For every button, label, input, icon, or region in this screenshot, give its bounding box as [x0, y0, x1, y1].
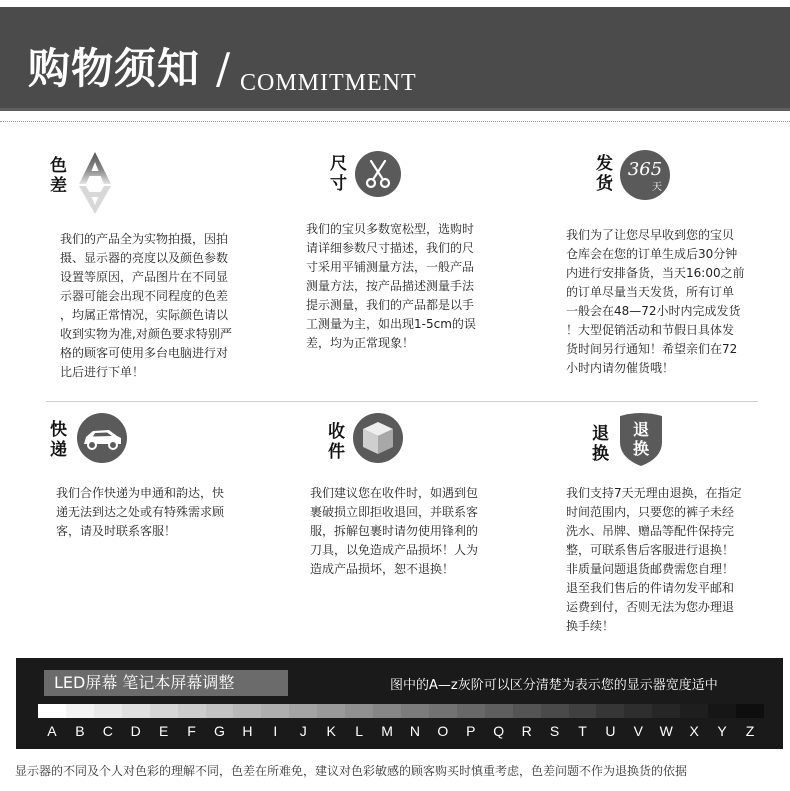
grayscale-letter: B [75, 723, 85, 739]
delivery-car-icon [76, 412, 128, 464]
footer-disclaimer: 显示器的不同及个人对色彩的理解不同，色差在所难免，建议对色彩敏感的顾客购买时慎重考虑，色差问题不作为退换货的依据 [15, 764, 688, 778]
text-line: 设置等原因，产品图片在不同显 [60, 270, 229, 284]
grayscale-swatch [541, 704, 569, 718]
grayscale-letter: I [273, 723, 278, 739]
grayscale-swatch [569, 704, 597, 718]
grayscale-swatch [261, 704, 289, 718]
grayscale-swatch [345, 704, 373, 718]
header-band [0, 7, 790, 111]
grayscale-letter: P [466, 723, 476, 739]
grayscale-swatch [680, 704, 708, 718]
grayscale-swatch [206, 704, 234, 718]
text-line: 造成产品损坏，恕不退换！ [310, 562, 455, 576]
text-line: 退至我们售后的件请勿发平邮和 [566, 581, 735, 595]
grayscale-swatch [233, 704, 261, 718]
panel-label: 退换 [592, 424, 609, 464]
text-line: 我们建议您在收件时，如遇到包 [310, 486, 479, 500]
text-line: 摄、显示器的亮度以及颜色参数 [60, 251, 229, 265]
text-line: 整，可联系售后客服进行退换！ [566, 543, 735, 557]
grayscale-swatch [624, 704, 652, 718]
grayscale-swatch [429, 704, 457, 718]
text-line: 我们的产品全为实物拍摄，因拍 [60, 232, 229, 246]
text-line: 的订单尽量当天发货，所有订单 [566, 285, 735, 299]
led-description: 图中的A—z灰阶可以区分清楚为表示您的显示器宽度适中 [390, 678, 718, 693]
text-line: 递无法到达之处或有特殊需求顾 [56, 505, 225, 519]
panel-label: 收件 [328, 422, 345, 462]
text-line: 我们的宝贝多数宽松型，选购时 [306, 222, 475, 236]
text-line: 货时间另行通知！希望亲们在72 [566, 342, 738, 356]
grayscale-letters [38, 721, 764, 741]
grayscale-swatch [401, 704, 429, 718]
grayscale-letter: L [355, 723, 363, 739]
panel-text [60, 230, 270, 382]
section-divider [46, 401, 758, 402]
panel-text [310, 484, 520, 579]
led-title: LED屏幕 笔记本屏幕调整 [44, 670, 288, 696]
text-line: 裹破损立即拒收退回，并联系客 [310, 505, 479, 519]
text-line: 时间范围内，只要您的裤子未经 [566, 505, 735, 519]
scissors-icon [354, 150, 402, 198]
header-stripe [0, 108, 790, 111]
text-line: 洗水、吊牌、赠品等配件保持完 [566, 524, 735, 538]
text-line: 换手续！ [566, 619, 615, 633]
grayscale-swatch [708, 704, 736, 718]
grayscale-swatch [94, 704, 122, 718]
grayscale-letter: S [549, 723, 560, 739]
icon-return-text: 退换 [632, 420, 649, 458]
page-title: 购物须知 [28, 44, 201, 93]
grayscale-letter: O [437, 723, 449, 739]
panel-text [56, 484, 266, 541]
panel-returns [560, 412, 790, 642]
letter-a-gradient-icon [78, 150, 112, 216]
grayscale-swatch [485, 704, 513, 718]
grayscale-swatch [736, 704, 764, 718]
text-line: 小时内请勿催货哦！ [566, 361, 675, 375]
page-subtitle: COMMITMENT [240, 70, 417, 96]
grayscale-letter: Q [493, 723, 505, 739]
package-box-icon [352, 412, 404, 464]
text-line: 内进行安排备货，当天16:00之前 [566, 266, 745, 280]
grayscale-swatch [652, 704, 680, 718]
text-line: 客，请及时联系客服！ [56, 524, 177, 538]
text-line: 服，拆解包裹时请勿使用锋利的 [310, 524, 479, 538]
text-line: 格的顾客可使用多台电脑进行对 [60, 346, 229, 360]
text-line: ，均属正常情况，实际颜色请以 [60, 308, 229, 322]
panel-receiving [304, 412, 544, 592]
365-day-icon [620, 150, 670, 200]
grayscale-letter: N [409, 723, 420, 739]
grayscale-letter: U [605, 723, 616, 739]
text-line: 测量方法，按产品描述测量手法 [306, 279, 475, 293]
text-line: 一般会在48—72小时内完成发货 [566, 304, 741, 318]
grayscale-letter: K [326, 723, 336, 739]
panel-label: 色差 [50, 156, 67, 196]
grayscale-letter: M [381, 723, 393, 739]
grayscale-letter: W [659, 723, 673, 739]
grayscale-swatch [513, 704, 541, 718]
grayscale-swatch [289, 704, 317, 718]
text-line: 运费到付，否则无法为您办理退 [566, 600, 735, 614]
panel-shipping [560, 150, 790, 390]
panel-label: 发货 [596, 154, 613, 194]
grayscale-letter: T [578, 723, 587, 739]
grayscale-letter: E [158, 723, 169, 739]
icon-day-text: 天 [652, 182, 662, 193]
grayscale-letter: Z [745, 723, 755, 739]
grayscale-swatch [373, 704, 401, 718]
led-calibration-strip [16, 658, 783, 749]
grayscale-swatch [66, 704, 94, 718]
text-line: 仓库会在您的订单生成后30分钟 [566, 247, 738, 261]
grayscale-letter: X [689, 723, 699, 739]
panel-color-difference [46, 150, 286, 390]
grayscale-letter: H [242, 723, 253, 739]
text-line: 提示测量，我们的产品都是以手 [306, 298, 475, 312]
grayscale-letter: R [521, 723, 532, 739]
text-line: 刀具，以免造成产品损坏！人为 [310, 543, 479, 557]
text-line: 我们合作快递为申通和韵达，快 [56, 486, 225, 500]
text-line: 收到实物为准,对颜色要求特别严 [60, 327, 232, 341]
panel-text [566, 484, 776, 636]
text-line: 寸采用平铺测量方法，一般产品 [306, 260, 475, 274]
panel-courier [46, 412, 286, 552]
panel-label: 尺寸 [330, 154, 347, 194]
panel-size [300, 150, 540, 390]
grayscale-letter: F [187, 723, 196, 739]
panel-text [566, 226, 776, 378]
text-line: 我们为了让您尽早收到您的宝贝 [566, 228, 735, 242]
text-line: 差，均为正常现象！ [306, 336, 415, 350]
text-line: 我们支持7天无理由退换，在指定 [566, 486, 742, 500]
return-shield-icon [616, 412, 666, 468]
text-line: 请详细参数尺寸描述，我们的尺 [306, 241, 475, 255]
panel-text [306, 220, 516, 353]
grayscale-letter: G [214, 723, 225, 739]
text-line: 示器可能会出现不同程度的色差 [60, 289, 229, 303]
grayscale-letter: Y [717, 723, 727, 739]
grayscale-swatch [122, 704, 150, 718]
grayscale-letter: D [130, 723, 141, 739]
grayscale-letter: C [102, 723, 113, 739]
panel-label: 快递 [50, 420, 67, 460]
text-line: 工测量为主，如出现1-5cm的误 [306, 317, 476, 331]
text-line: 比后进行下单！ [60, 365, 145, 379]
title-slash: / [216, 44, 231, 93]
text-line: 非质量问题退货邮费需您自理！ [566, 562, 735, 576]
grayscale-swatch [457, 704, 485, 718]
grayscale-letter: J [299, 723, 307, 739]
grayscale-swatch [150, 704, 178, 718]
icon-365-text: 365 [627, 159, 663, 180]
grayscale-letter: V [633, 723, 643, 739]
grayscale-swatch [596, 704, 624, 718]
grayscale-swatch [178, 704, 206, 718]
grayscale-swatch [38, 704, 66, 718]
grayscale-swatches [38, 704, 764, 718]
text-line: ！大型促销活动和节假日具体发 [566, 323, 735, 337]
grayscale-letter: A [47, 723, 57, 739]
header-divider [0, 121, 790, 122]
grayscale-swatch [317, 704, 345, 718]
